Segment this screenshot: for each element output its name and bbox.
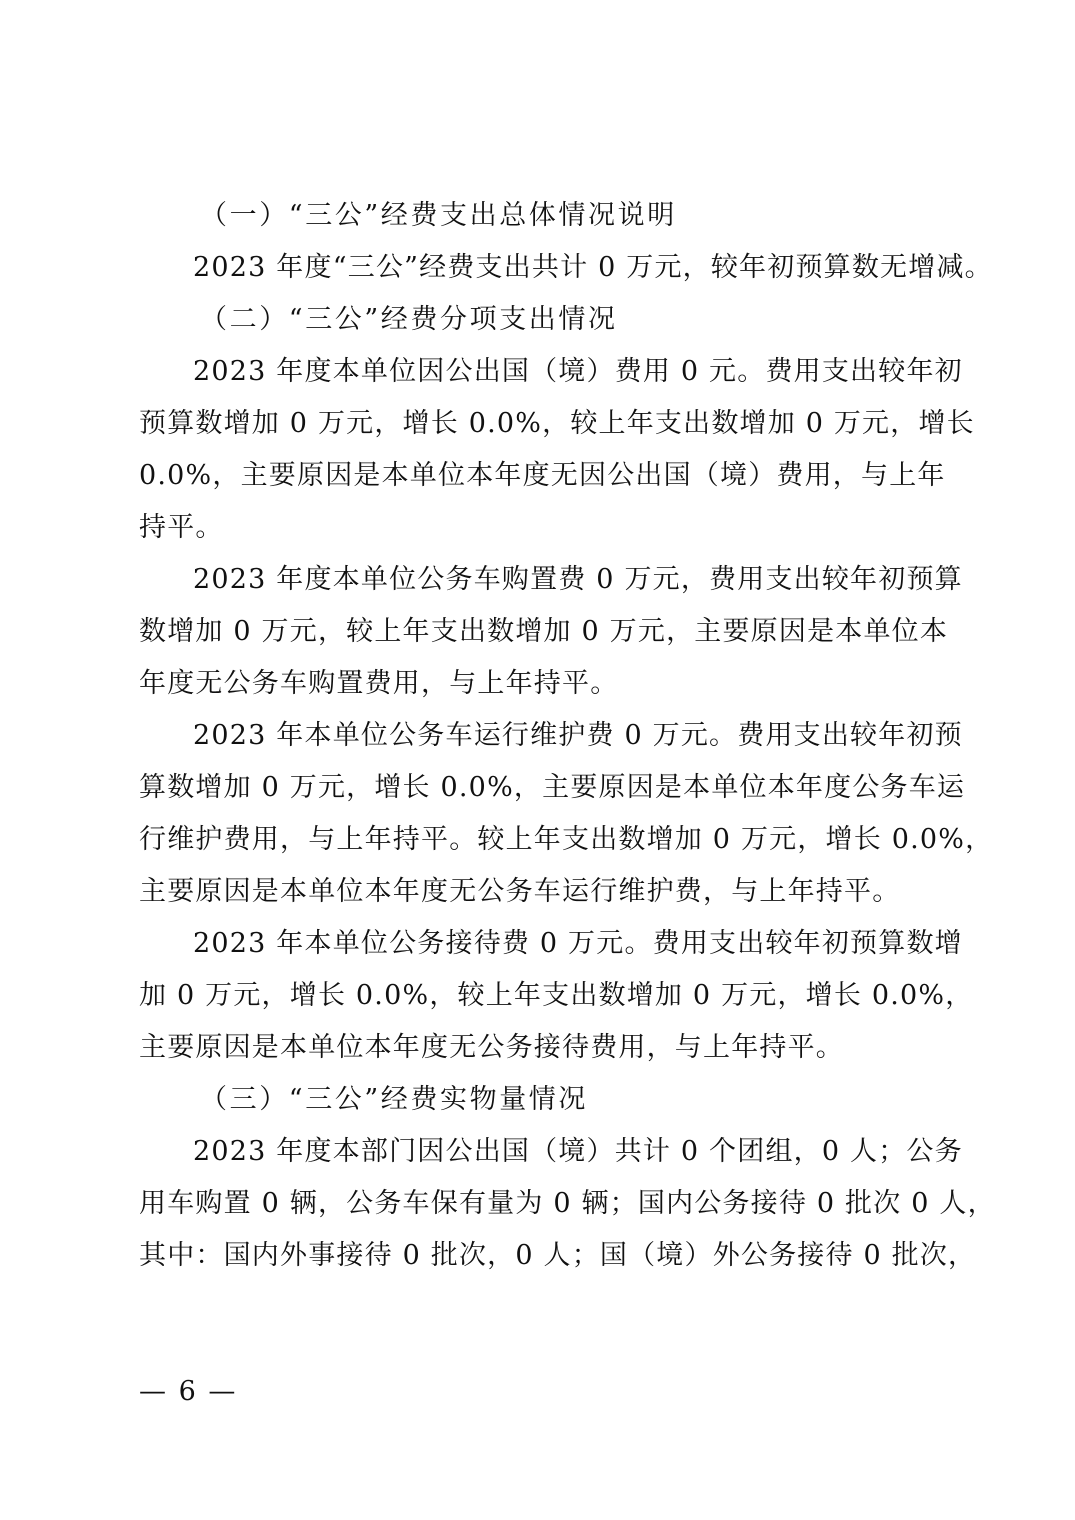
section-heading-quantity: （三）“三公”经费实物量情况 — [200, 1084, 589, 1115]
paragraph-line: 预算数增加 0 万元，增长 0.0%，较上年支出数增加 0 万元，增长 — [139, 408, 975, 439]
paragraph-line: 0.0%，主要原因是本单位本年度无因公出国（境）费用，与上年 — [139, 460, 946, 491]
paragraph-line: 算数增加 0 万元，增长 0.0%，主要原因是本单位本年度公务车运 — [139, 772, 966, 803]
paragraph-line: 主要原因是本单位本年度无公务车运行维护费，与上年持平。 — [139, 876, 901, 907]
paragraph-line: 数增加 0 万元，较上年支出数增加 0 万元，主要原因是本单位本 — [139, 616, 949, 647]
paragraph-line: 2023 年本单位公务接待费 0 万元。费用支出较年初预算数增 — [193, 928, 963, 959]
page-number: — 6 — — [139, 1376, 238, 1407]
paragraph-line: 加 0 万元，增长 0.0%，较上年支出数增加 0 万元，增长 0.0%， — [139, 980, 974, 1011]
paragraph-line: 持平。 — [139, 512, 224, 543]
paragraph-line: 2023 年度本单位因公出国（境）费用 0 元。费用支出较年初 — [193, 356, 963, 387]
paragraph-line: 2023 年本单位公务车运行维护费 0 万元。费用支出较年初预 — [193, 720, 963, 751]
paragraph-line: 用车购置 0 辆，公务车保有量为 0 辆；国内公务接待 0 批次 0 人， — [139, 1188, 996, 1219]
paragraph-line: 2023 年度“三公”经费支出共计 0 万元，较年初预算数无增减。 — [193, 252, 993, 283]
paragraph-line: 年度无公务车购置费用，与上年持平。 — [139, 668, 619, 699]
paragraph-line: 行维护费用，与上年持平。较上年支出数增加 0 万元，增长 0.0%， — [139, 824, 994, 855]
section-heading-overall: （一）“三公”经费支出总体情况说明 — [200, 200, 677, 231]
section-heading-itemized: （二）“三公”经费分项支出情况 — [200, 304, 618, 335]
paragraph-line: 2023 年度本部门因公出国（境）共计 0 个团组，0 人；公务 — [193, 1136, 963, 1167]
paragraph-line: 2023 年度本单位公务车购置费 0 万元，费用支出较年初预算 — [193, 564, 963, 595]
paragraph-line: 主要原因是本单位本年度无公务接待费用，与上年持平。 — [139, 1032, 844, 1063]
paragraph-line: 其中：国内外事接待 0 批次，0 人；国（境）外公务接待 0 批次， — [139, 1240, 977, 1271]
